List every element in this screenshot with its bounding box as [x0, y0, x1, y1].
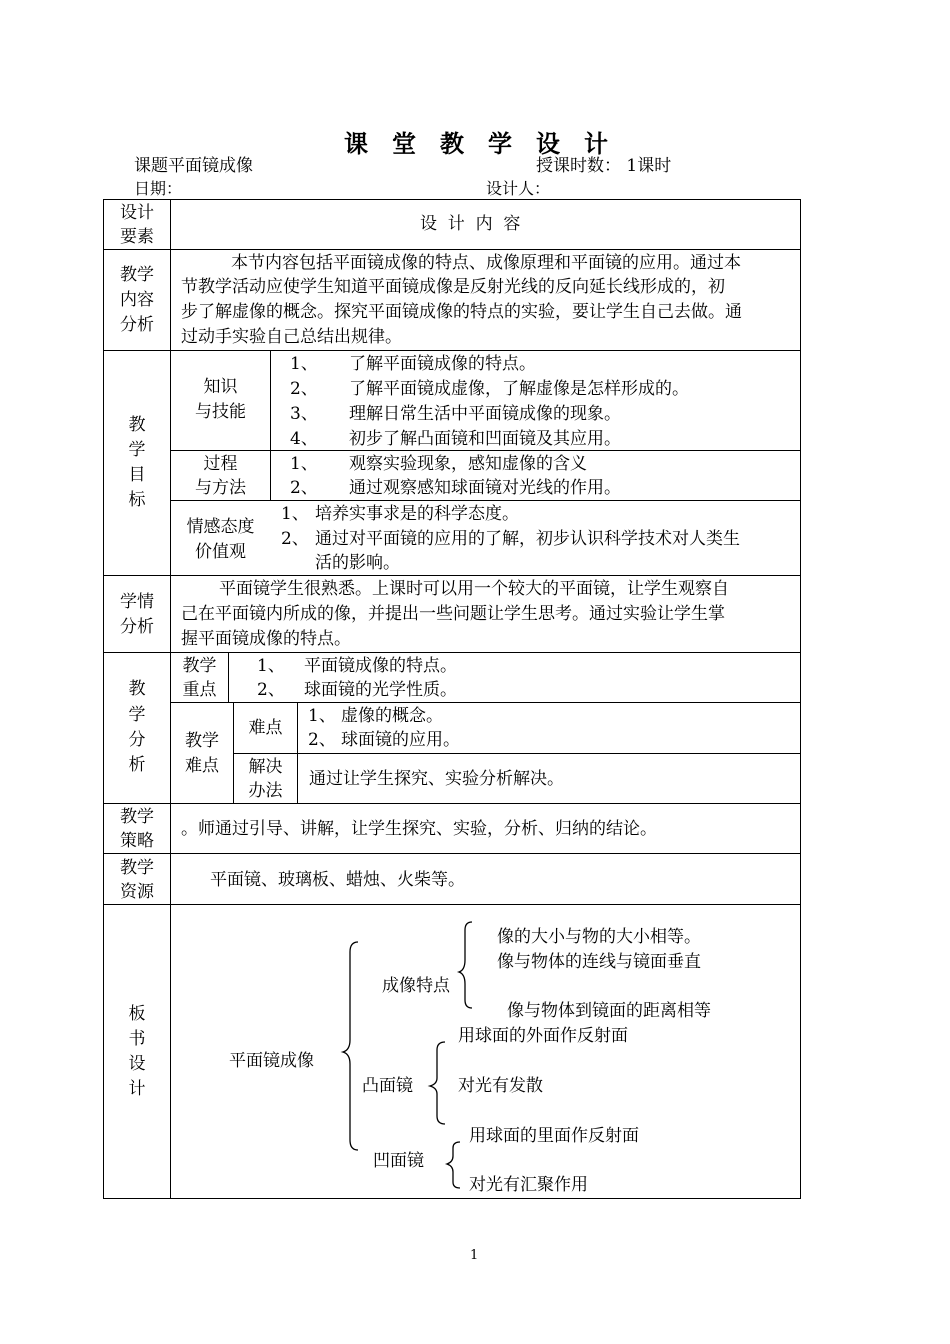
knowledge-num-2: 2、 [290, 379, 318, 399]
difficulty-label-2: 难点 [185, 756, 219, 776]
hours-label: 授课时数： 1课时 [536, 156, 672, 176]
knowledge-num-4: 4、 [290, 429, 318, 449]
process-num-1: 1、 [290, 454, 318, 474]
objectives-label-1: 教 [128, 415, 146, 435]
knowledge-label-1: 知识 [203, 377, 238, 397]
solution-label-1: 解决 [248, 757, 283, 777]
emotion-num-1: 1、 [281, 504, 309, 524]
date-label: 日期： [134, 179, 183, 198]
knowledge-text-2: 了解平面镜成虚像，了解虚像是怎样形成的。 [349, 379, 689, 399]
knowledge-text-1: 了解平面镜成像的特点。 [349, 354, 536, 374]
teaching-analysis-label-2: 学 [128, 705, 146, 725]
key-text-2: 球面镜的光学性质。 [304, 680, 457, 700]
process-label-2: 与方法 [195, 478, 246, 498]
content-analysis-line-3: 步了解虚像的概念。探究平面镜成像的特点的实验，要让学生自己去做。通 [181, 302, 742, 322]
student-analysis-label-2: 分析 [120, 617, 154, 637]
difficulty-label-1: 教学 [185, 731, 219, 751]
col-header-right: 设 计 内 容 [420, 214, 521, 234]
content-analysis-line-4: 过动手实验自己总结出规律。 [181, 327, 402, 347]
resources-label-2: 资源 [120, 882, 154, 902]
board-label-1: 板 [128, 1004, 146, 1024]
board-branch1-item-1: 像的大小与物的大小相等。 [497, 927, 701, 947]
board-branch1-item-2: 像与物体的连线与镜面垂直 [497, 952, 701, 972]
student-analysis-line-1: 平面镜学生很熟悉。上课时可以用一个较大的平面镜，让学生观察自 [219, 579, 729, 599]
process-num-2: 2、 [290, 478, 318, 498]
solution-label-2: 办法 [248, 781, 283, 801]
emotion-num-2: 2、 [281, 529, 309, 549]
emotion-label-1: 情感态度 [186, 517, 255, 537]
teaching-analysis-label-1: 教 [128, 679, 146, 699]
student-analysis-line-2: 己在平面镜内所成的像，并提出一些问题让学生思考。通过实验让学生掌 [181, 604, 725, 624]
col-header-left-2: 要素 [120, 227, 154, 247]
board-root: 平面镜成像 [229, 1051, 314, 1071]
board-branch2-item-2: 对光有发散 [458, 1076, 543, 1096]
knowledge-label-2: 与技能 [195, 402, 246, 422]
strategy-label-1: 教学 [120, 807, 154, 827]
difficulty-text-2: 球面镜的应用。 [341, 730, 460, 750]
objectives-label-2: 学 [128, 440, 146, 460]
knowledge-num-3: 3、 [290, 404, 318, 424]
teaching-analysis-label-3: 分 [128, 730, 146, 750]
content-analysis-label-3: 分析 [120, 315, 154, 335]
designer-label: 设计人： [486, 179, 551, 198]
board-branch1-item-3: 像与物体到镜面的距离相等 [507, 1001, 711, 1021]
student-analysis-label-1: 学情 [120, 592, 154, 612]
topic-label: 课题平面镜成像 [134, 156, 253, 176]
resources-text: 平面镜、玻璃板、蜡烛、火柴等。 [210, 870, 465, 890]
difficulty-text-1: 虚像的概念。 [341, 706, 443, 726]
content-analysis-label-2: 内容 [120, 290, 154, 310]
board-branch1: 成像特点 [382, 976, 450, 996]
board-label-4: 计 [128, 1079, 146, 1099]
content-analysis-label-1: 教学 [120, 265, 154, 285]
col-header-left-1: 设计 [120, 203, 154, 223]
page-title: 课堂教学设计 [344, 129, 632, 158]
objectives-label-3: 目 [128, 465, 146, 485]
board-label-2: 书 [128, 1029, 146, 1049]
key-text-1: 平面镜成像的特点。 [304, 656, 457, 676]
emotion-label-2: 价值观 [195, 542, 246, 562]
page-number: 1 [470, 1248, 479, 1263]
board-branch2-item-1: 用球面的外面作反射面 [458, 1026, 628, 1046]
key-label-2: 重点 [182, 680, 217, 700]
content-analysis-line-1: 本节内容包括平面镜成像的特点、成像原理和平面镜的应用。通过本 [231, 253, 741, 273]
board-branch3: 凹面镜 [373, 1151, 424, 1171]
board-branch3-item-1: 用球面的里面作反射面 [469, 1126, 639, 1146]
objectives-label-4: 标 [128, 490, 146, 510]
emotion-text-2: 通过对平面镜的应用的了解，初步认识科学技术对人类生 [315, 529, 740, 549]
strategy-text: 。师通过引导、讲解，让学生探究、实验，分析、归纳的结论。 [181, 819, 657, 839]
strategy-label-2: 策略 [120, 831, 154, 851]
board-branch3-item-2: 对光有汇聚作用 [469, 1175, 588, 1195]
resources-label-1: 教学 [120, 858, 154, 878]
difficulty-num-1: 1、 [308, 706, 336, 726]
key-num-1: 1、 [257, 656, 285, 676]
key-num-2: 2、 [257, 680, 285, 700]
process-text-1: 观察实验现象，感知虚像的含义 [349, 454, 587, 474]
knowledge-num-1: 1、 [290, 354, 318, 374]
student-analysis-line-3: 握平面镜成像的特点。 [181, 629, 351, 649]
difficulty-sub-label: 难点 [248, 718, 283, 738]
knowledge-text-3: 理解日常生活中平面镜成像的现象。 [349, 404, 621, 424]
content-analysis-line-2: 节教学活动应使学生知道平面镜成像是反射光线的反向延长线形成的，初 [181, 277, 725, 297]
process-label-1: 过程 [203, 454, 238, 474]
board-branch2: 凸面镜 [362, 1076, 413, 1096]
emotion-continuation: 活的影响。 [315, 553, 400, 573]
emotion-text-1: 培养实事求是的科学态度。 [315, 504, 519, 524]
teaching-analysis-label-4: 析 [128, 755, 146, 775]
key-label-1: 教学 [182, 656, 217, 676]
board-label-3: 设 [128, 1054, 146, 1074]
solution-text: 通过让学生探究、实验分析解决。 [309, 769, 564, 789]
process-text-2: 通过观察感知球面镜对光线的作用。 [349, 478, 621, 498]
difficulty-num-2: 2、 [308, 730, 336, 750]
knowledge-text-4: 初步了解凸面镜和凹面镜及其应用。 [349, 429, 621, 449]
